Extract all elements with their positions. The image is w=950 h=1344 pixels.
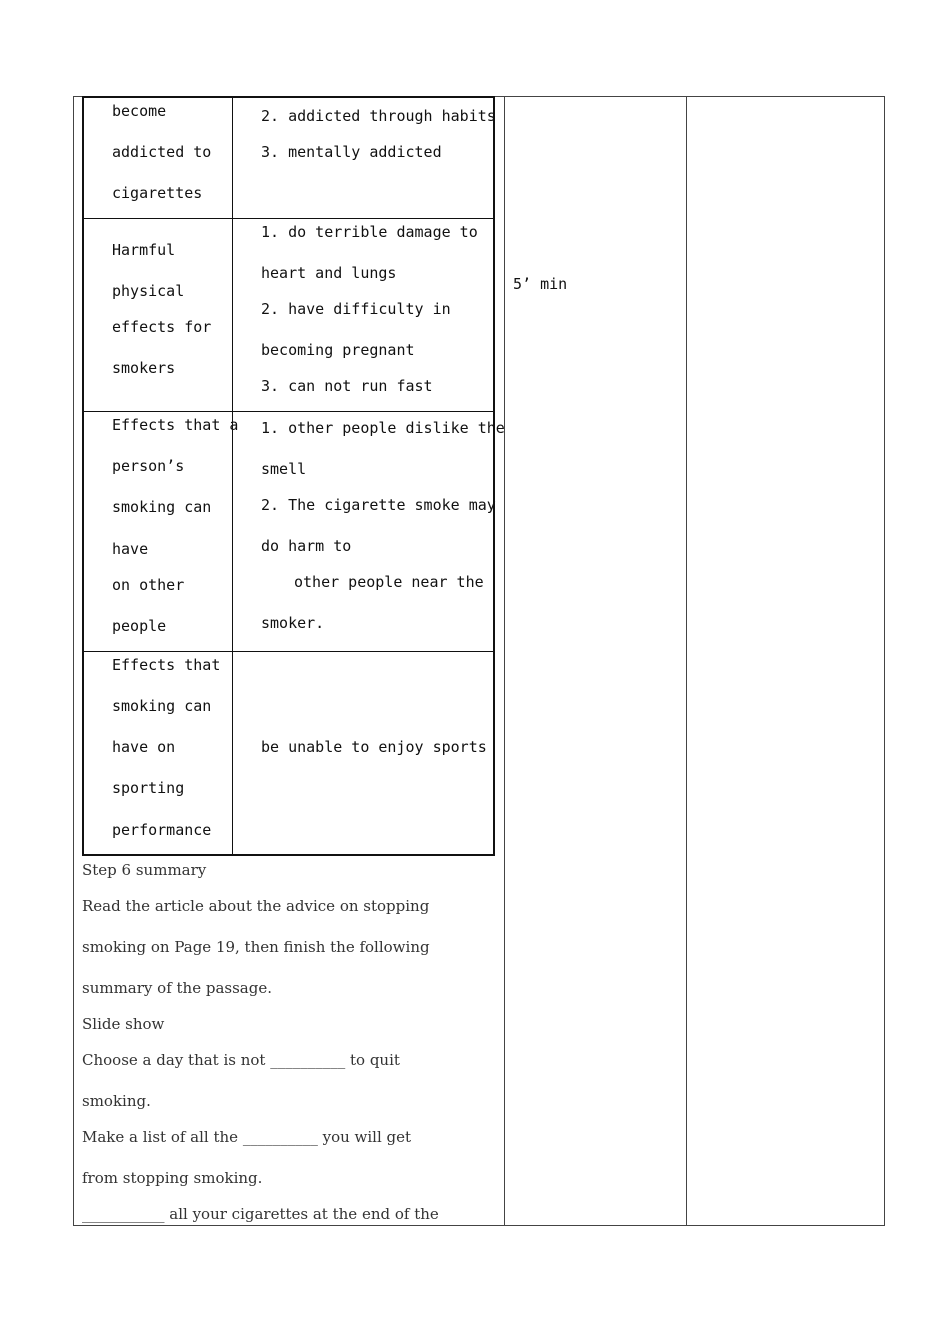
row-divider: [82, 651, 495, 652]
row-label: smoking can: [112, 697, 212, 715]
row-label: effects for: [112, 318, 212, 336]
instruction-line: smoking on Page 19, then finish the following: [82, 938, 430, 956]
row-label: smokers: [112, 359, 176, 377]
row-label: Effects that a: [112, 416, 239, 434]
row-content: 2. have difficulty in: [261, 300, 451, 318]
row-content: smell: [261, 460, 307, 478]
summary-line: Choose a day that is not __________ to quit: [82, 1051, 400, 1069]
row-divider: [82, 218, 495, 219]
summary-line: ___________ all your cigarettes at the end of the: [82, 1205, 439, 1223]
instruction-line: summary of the passage.: [82, 979, 272, 997]
row-divider: [82, 411, 495, 412]
row-content: smoker.: [261, 614, 325, 632]
row-label: physical: [112, 282, 185, 300]
row-label: performance: [112, 821, 212, 839]
column-divider: [686, 96, 687, 1226]
row-label: sporting: [112, 779, 185, 797]
summary-line: from stopping smoking.: [82, 1169, 263, 1187]
summary-line: Make a list of all the __________ you will get: [82, 1128, 412, 1146]
summary-line: smoking.: [82, 1092, 151, 1110]
row-label: have: [112, 540, 149, 558]
row-label: smoking can: [112, 498, 212, 516]
row-content: becoming pregnant: [261, 341, 415, 359]
row-label: people: [112, 617, 167, 635]
row-label: on other: [112, 576, 185, 594]
row-content: be unable to enjoy sports: [261, 738, 487, 756]
row-content: 2. addicted through habits: [261, 107, 496, 125]
row-label: cigarettes: [112, 184, 203, 202]
row-label: become: [112, 102, 167, 120]
time-allocation: 5’ min: [513, 275, 568, 293]
row-content: 2. The cigarette smoke may: [261, 496, 496, 514]
row-content: other people near the: [294, 573, 484, 591]
row-content: 3. mentally addicted: [261, 143, 442, 161]
row-content: 1. other people dislike the: [261, 419, 505, 437]
row-content: 3. can not run fast: [261, 377, 433, 395]
slide-show-label: Slide show: [82, 1015, 165, 1033]
row-label: Effects that: [112, 656, 221, 674]
row-content: 1. do terrible damage to: [261, 223, 478, 241]
row-label: have on: [112, 738, 176, 756]
instruction-line: Read the article about the advice on stopping: [82, 897, 430, 915]
effects-table-divider: [232, 96, 233, 856]
row-label: addicted to: [112, 143, 212, 161]
column-divider: [504, 96, 505, 1226]
row-content: heart and lungs: [261, 264, 397, 282]
row-label: person’s: [112, 457, 185, 475]
row-label: Harmful: [112, 241, 176, 259]
step-heading: Step 6 summary: [82, 861, 207, 879]
row-content: do harm to: [261, 537, 352, 555]
